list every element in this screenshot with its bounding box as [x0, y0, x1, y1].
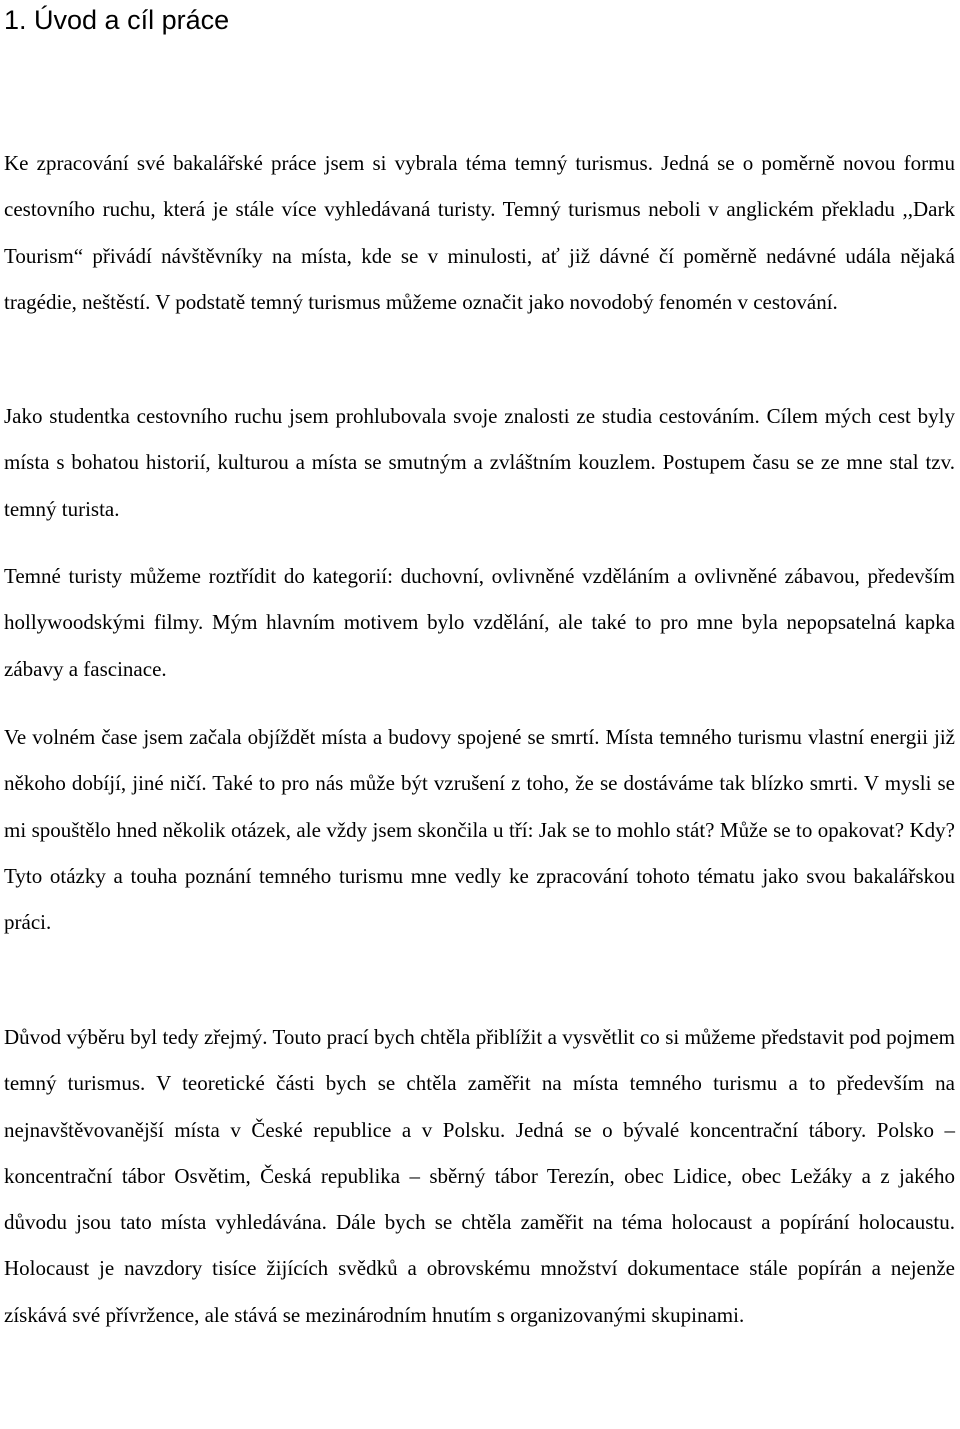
paragraph-intro: Ke zpracování své bakalářské práce jsem si vybrala téma temný turismus. Jedná se o poměrně novou formu cestovního ruchu, která je stále více vyhledávaná turisty. Temný turismus neboli v anglickém překladu ,,Dark Tourism“ přivádí návštěvníky na místa, kde se v minulosti, ať již dávné čí poměrně nedávné udála nějaká tragédie, neštěstí. V podstatě temný turismus můžeme označit jako novodobý fenomén v cestování. [4, 151, 955, 314]
paragraph-studies: Jako studentka cestovního ruchu jsem prohlubovala svoje znalosti ze studia cestováním. Cílem mých cest byly místa s bohatou historií, kulturou a místa se smutným a zvláštním kouzlem. Postupem času se ze mne stal tzv. temný turista. [4, 404, 955, 521]
chapter-heading: 1. Úvod a cíl práce [4, 5, 230, 35]
paragraph-aims: Důvod výběru byl tedy zřejmý. Touto prací bych chtěla přiblížit a vysvětlit co si můžeme představit pod pojmem temný turismus. V teoretické části bych se chtěla zaměřit na místa temného turismu a to především na nejnavštěvovanější místa v České republice a v Polsku. Jedná se o bývalé koncentrační tábory. Polsko – koncentrační tábor Osvětim, Česká republika – sběrný tábor Terezín, obec Lidice, obec Ležáky a z jakého důvodu jsou tato místa vyhledávána. Dále bych se chtěla zaměřit na téma holocaust a popírání holocaustu. Holocaust je navzdory tisíce žijících svědků a obrovskému množství dokumentace stále popírán a nejenže získává své přívržence, ale stává se mezinárodním hnutím s organizovanými skupinami. [4, 1025, 955, 1327]
paragraph-motivation: Ve volném čase jsem začala objíždět místa a budovy spojené se smrtí. Místa temného turismu vlastní energii již někoho dobíjí, jiné ničí. Také to pro nás může být vzrušení z toho, že se dostáváme tak blízko smrti. V mysli se mi spouštělo hned několik otázek, ale vždy jsem skončila u tří: Jak se to mohlo stát? Může se to opakovat? Kdy? Tyto otázky a touha poznání temného turismu mne vedly ke zpracování tohoto tématu jako svou bakalářskou práci. [4, 725, 955, 935]
paragraph-categories: Temné turisty můžeme roztřídit do kategorií: duchovní, ovlivněné vzděláním a ovlivněné zábavou, především hollywoodskými filmy. Mým hlavním motivem bylo vzdělání, ale také to pro mne byla nepopsatelná kapka zábavy a fascinace. [4, 564, 955, 681]
